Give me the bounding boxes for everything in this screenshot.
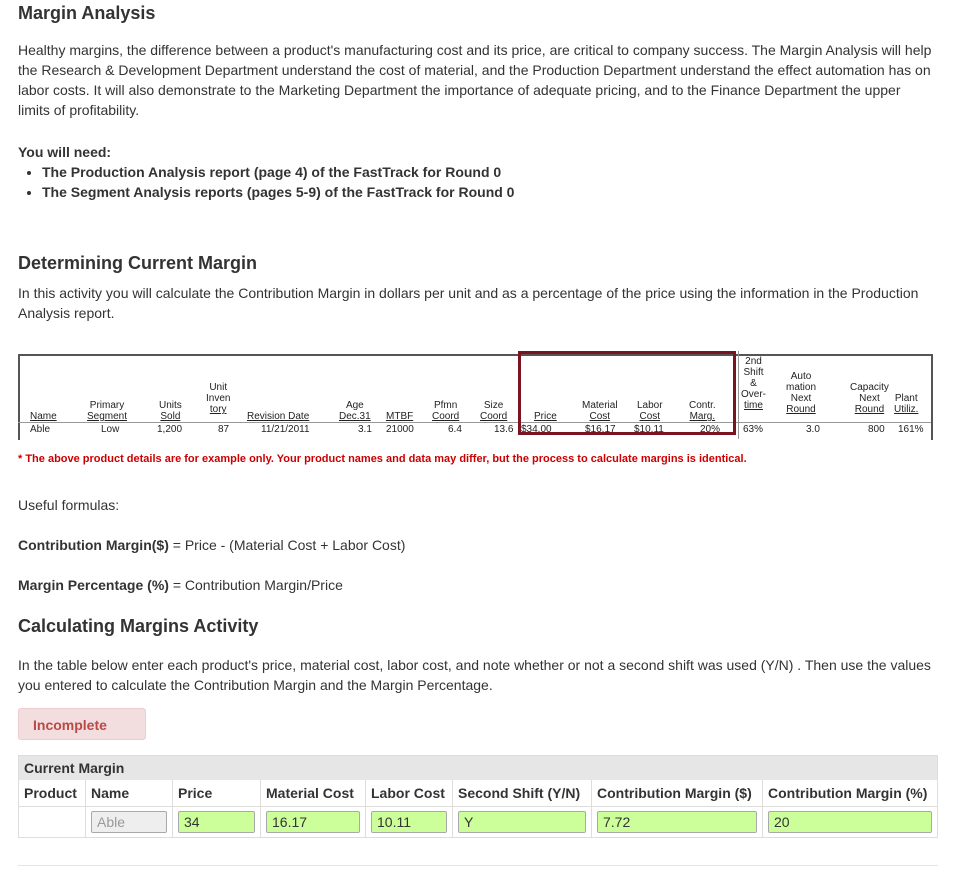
price-cost-highlight-box [518,351,736,435]
name-field: Able [91,811,167,833]
contribution-margin-percent-input[interactable]: 20 [768,811,932,833]
report-value-price: $34.00 [521,424,552,435]
formula-margin-percentage: Margin Percentage (%) = Contribution Margin/Price [18,577,343,593]
labor-cost-input[interactable]: 10.11 [371,811,447,833]
need-list [18,162,514,202]
contribution-margin-dollar-cell[interactable] [592,807,763,838]
section-activity-text: In the table below enter each product's price, material cost, labor cost, and note whether or not a second shift was used (Y/N) . Then use the values you entered to calculate the Contribution Margin and the Margin Percentage. [18,657,931,693]
report-value-pfmn: 6.4 [448,424,462,435]
report-header-labor: Labor Cost [637,400,663,422]
column-header-product: Product [19,780,86,807]
report-value-revision: 11/21/2011 [261,424,310,435]
example-disclaimer-note: * The above product details are for example only. Your product names and data may differ, but the process to calculate margins is identical. [18,453,747,465]
column-header-contribution-margin-percent: Contribution Margin (%) [763,780,938,807]
report-header-rule [18,422,931,423]
page-title: Margin Analysis [18,3,156,23]
report-value-inventory: 87 [218,424,230,435]
report-header-units: Units Sold [159,400,182,422]
report-value-size: 13.6 [494,424,514,435]
report-header-size: Size Coord [480,400,508,422]
need-item: • The Segment Analysis reports (pages 5-9) of the FastTrack for Round 0 [42,182,514,202]
report-header-material: Material Cost [582,400,618,422]
report-header-mtbf: MTBF [386,411,414,422]
column-header-labor-cost: Labor Cost [366,780,453,807]
contribution-margin-dollar-input[interactable]: 7.72 [597,811,757,833]
report-value-contr: 20% [700,424,721,435]
intro-paragraph: Healthy margins, the difference between a product's manufacturing cost and its price, are critical to company success. The Margin Analysis will help the Research & Development Department understand the cost of material, and the Production Department understand the effect automation has on labor costs. It will also demonstrate to the Marketing Department the importance of adequate pricing, and to the Finance Department the upper limits of profitability. [18,42,932,118]
report-header-segment: Primary Segment [87,400,128,422]
name-cell [86,807,173,838]
report-header-age: Age Dec.31 [339,400,371,422]
second-shift-input[interactable]: Y [458,811,586,833]
formulas-label: Useful formulas: [18,497,120,513]
report-value-units: 1,200 [157,424,183,435]
report-header-name: Name [30,411,57,422]
report-header-price: Price [534,411,557,422]
report-value-automation: 3.0 [806,424,820,435]
price-input[interactable]: 34 [178,811,255,833]
report-value-shift: 63% [743,424,764,435]
current-margin-table [18,755,938,838]
section-current-margin-text: In this activity you will calculate the Contribution Margin in dollars per unit and as a percentage of the price using the information in the Production Analysis report. [18,285,919,321]
production-report-example [18,351,933,443]
report-header-capacity: Capacity Next Round [850,382,889,415]
table-row [19,807,937,838]
report-header-shift: 2nd Shift & Over- time [741,356,766,411]
labor-cost-cell[interactable] [366,807,453,838]
table-title: Current Margin [19,756,937,780]
second-shift-cell[interactable] [453,807,592,838]
column-header-price: Price [173,780,261,807]
report-header-inventory: Unit Inven tory [206,382,231,415]
formula-contribution-margin: Contribution Margin($) = Price - (Material Cost + Labor Cost) [18,537,406,553]
report-value-labor: $10.11 [634,424,664,435]
contribution-margin-percent-cell[interactable] [763,807,938,838]
report-value-name: Able [30,424,51,435]
price-cell[interactable] [173,807,261,838]
material-cost-cell[interactable] [261,807,366,838]
column-header-contribution-margin-dollar: Contribution Margin ($) [592,780,763,807]
report-value-capacity: 800 [868,424,885,435]
report-header-contr: Contr. Marg. [689,400,716,422]
report-header-pfmn: Pfmn Coord [432,400,460,422]
report-value-mtbf: 21000 [386,424,414,435]
column-header-second-shift: Second Shift (Y/N) [453,780,592,807]
report-value-material: $16.17 [585,424,616,435]
need-item: • The Production Analysis report (page 4) of the FastTrack for Round 0 [42,162,514,182]
section-title-current-margin: Determining Current Margin [18,253,258,273]
product-cell [19,807,86,838]
status-badge: Incomplete [18,708,146,740]
report-value-age: 3.1 [358,424,372,435]
report-header-revision: Revision Date [247,411,310,422]
section-title-activity: Calculating Margins Activity [18,616,259,636]
report-value-segment: Low [101,424,120,435]
material-cost-input[interactable]: 16.17 [266,811,360,833]
report-header-plant: Plant Utiliz. [894,393,919,415]
column-header-name: Name [86,780,173,807]
divider [18,865,938,866]
column-header-material-cost: Material Cost [261,780,366,807]
need-label: You will need: [18,144,112,160]
table-header-row [19,780,937,807]
report-header-automation: Auto mation Next Round [786,371,817,415]
report-value-plant: 161% [898,424,924,435]
